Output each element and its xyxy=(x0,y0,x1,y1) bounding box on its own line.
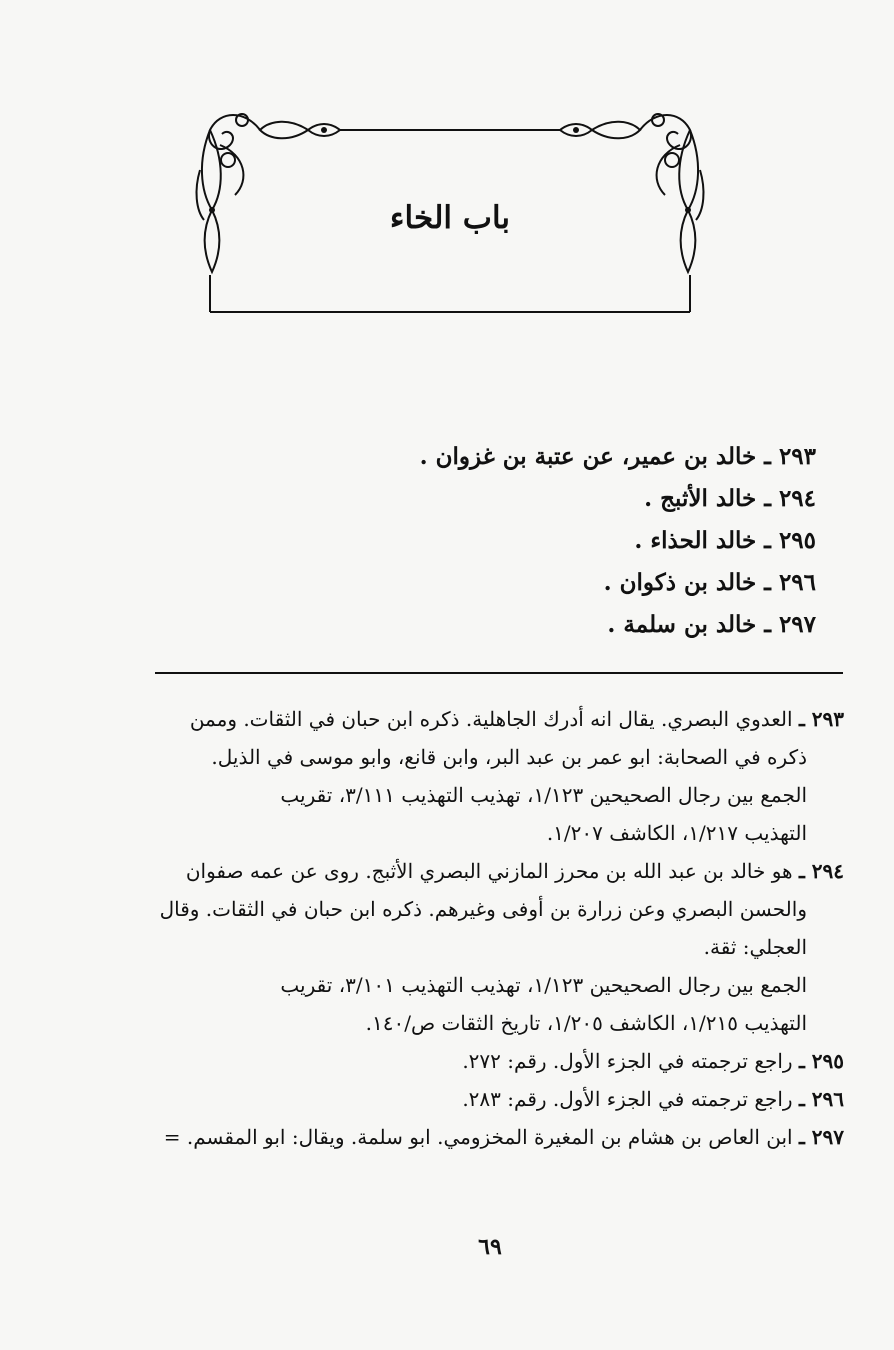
footnote-number: ٢٩٥ ـ xyxy=(798,1049,844,1073)
footnote-line: ذكره في الصحابة: ابو عمر بن عبد البر، وابن قانع، وابو موسى في الذيل. xyxy=(211,745,807,769)
footnote-line: التهذيب ١/٢١٥، الكاشف ١/٢٠٥، تاريخ الثقات ص/١٤٠. xyxy=(365,1011,807,1035)
footnote-line: الجمع بين رجال الصحيحين ١/١٢٣، تهذيب التهذيب ٣/١٠١، تقريب xyxy=(280,973,807,997)
chapter-title: باب الخاء xyxy=(389,200,511,236)
list-item: ٢٩٣ ـ خالد بن عمير، عن عتبة بن غزوان . xyxy=(419,443,816,470)
footnote-line: ٢٩٥ ـ راجع ترجمته في الجزء الأول. رقم: ٢٧٢. xyxy=(462,1049,844,1073)
footnote xyxy=(144,852,844,1042)
footnote-line: الجمع بين رجال الصحيحين ١/١٢٣، تهذيب التهذيب ٣/١١١، تقريب xyxy=(280,783,807,807)
footnote xyxy=(144,1118,844,1156)
footnote-line: العجلي: ثقة. xyxy=(703,935,807,959)
list-item: ٢٩٤ ـ خالد الأثبج . xyxy=(644,485,816,512)
list-item: ٢٩٧ ـ خالد بن سلمة . xyxy=(607,611,816,638)
footnote xyxy=(144,1042,844,1080)
footnote-line: ٢٩٣ ـ العدوي البصري. يقال انه أدرك الجاهلية. ذكره ابن حبان في الثقات. وممن xyxy=(189,707,844,731)
footnote-number: ٢٩٣ ـ xyxy=(798,707,844,731)
footnote-line: التهذيب ١/٢١٧، الكاشف ١/٢٠٧. xyxy=(546,821,807,845)
page-number: ٦٩ xyxy=(478,1234,502,1260)
footnotes xyxy=(144,700,844,1156)
list-item: ٢٩٦ ـ خالد بن ذكوان . xyxy=(603,569,816,596)
footnote-line: ٢٩٦ ـ راجع ترجمته في الجزء الأول. رقم: ٢٨٣. xyxy=(462,1087,844,1111)
footnote-line: ٢٩٤ ـ هو خالد بن عبد الله بن محرز المازني البصري الأثبج. روى عن عمه صفوان xyxy=(185,859,844,883)
entry-list xyxy=(420,436,816,646)
chapter-header-frame xyxy=(190,100,710,320)
footnote-line: والحسن البصري وعن زرارة بن أوفى وغيرهم. ذكره ابن حبان في الثقات. وقال xyxy=(159,897,807,921)
footnote xyxy=(144,1080,844,1118)
footnote-number: ٢٩٧ ـ xyxy=(798,1125,844,1149)
footnote-divider xyxy=(155,672,843,674)
footnote-number: ٢٩٤ ـ xyxy=(798,859,844,883)
footnote-number: ٢٩٦ ـ xyxy=(798,1087,844,1111)
list-item: ٢٩٥ ـ خالد الحذاء . xyxy=(634,527,816,554)
footnote xyxy=(144,700,844,852)
footnote-line: ٢٩٧ ـ ابن العاص بن هشام بن المغيرة المخزومي. ابو سلمة. ويقال: ابو المقسم. = xyxy=(163,1125,844,1149)
